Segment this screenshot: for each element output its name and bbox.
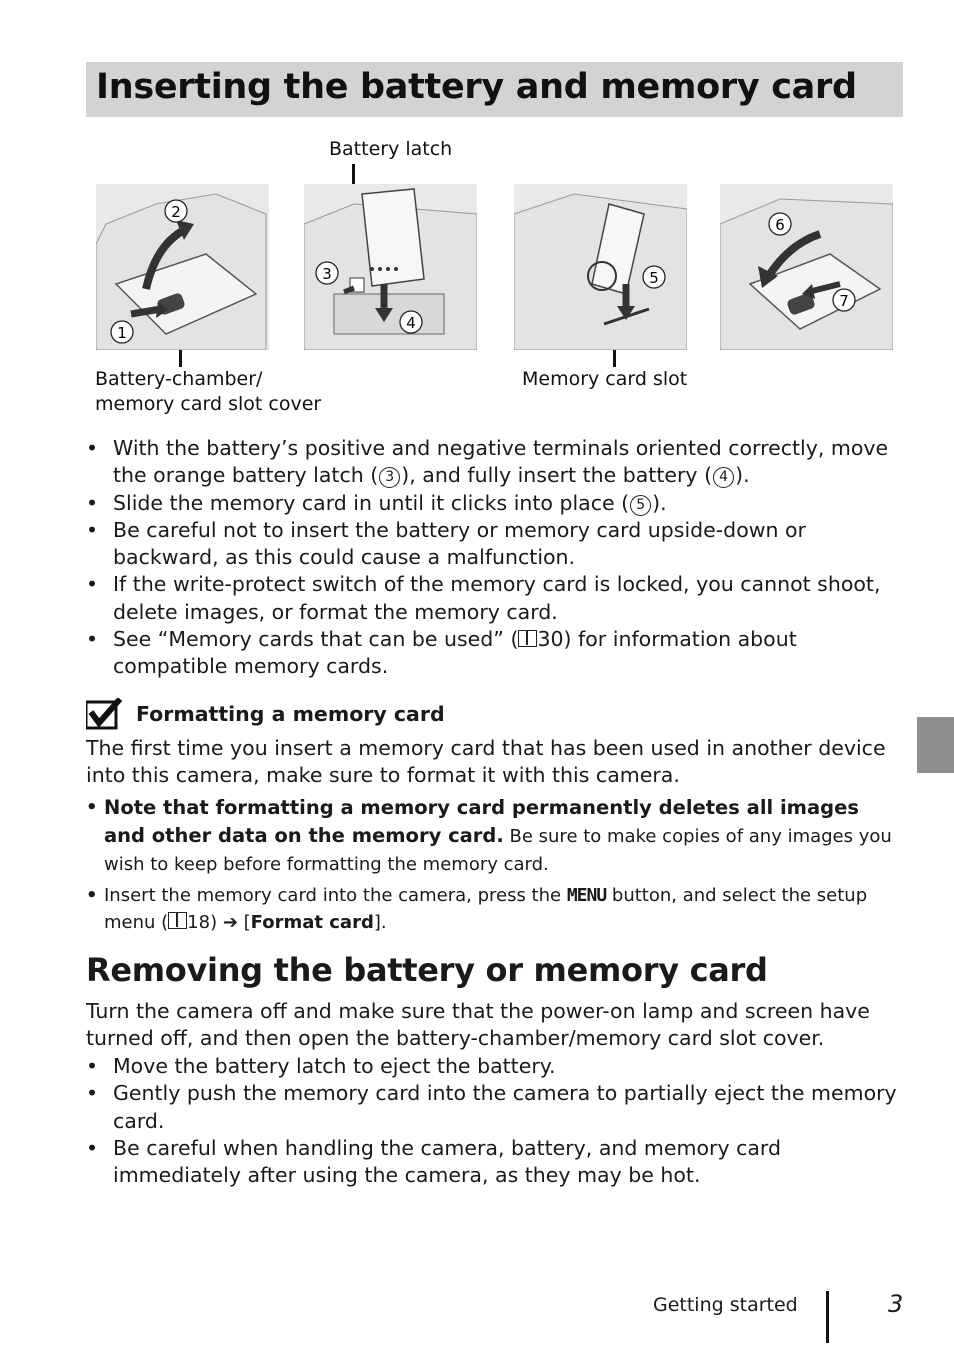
battery-latch-label: Battery latch — [329, 138, 453, 160]
step-2-number: 2 — [171, 203, 181, 221]
list-item: • If the write-protect switch of the memory card is locked, you cannot shoot, delete images, or format the memory card. — [86, 571, 906, 626]
list-item: • With the battery’s positive and negative terminals oriented correctly, move the orange battery latch ( 3 ), and fully insert the battery ( 4 ). — [86, 435, 906, 490]
format-card-menu-item: Format card — [250, 912, 374, 934]
page-reference[interactable]: 18 — [187, 912, 211, 934]
arrow-right-icon: ➔ — [222, 912, 238, 934]
list-item: • Be careful when handling the camera, battery, and memory card immediately after using the camera, as they may be hot. — [86, 1135, 906, 1190]
removing-intro: Turn the camera off and make sure that the power-on lamp and screen have turned off, and then open the battery-chamber/memory card slot cover. — [86, 999, 870, 1051]
step-7-marker — [833, 289, 855, 311]
cover-label-line2: memory card slot cover — [95, 393, 322, 415]
step-3-number: 3 — [322, 265, 332, 283]
step-4-marker — [400, 311, 422, 333]
step-6-marker — [769, 213, 791, 235]
menu-button-glyph: MENU — [566, 884, 607, 906]
removing-instructions — [86, 1053, 906, 1189]
chapter-thumb-tab — [917, 717, 954, 773]
list-item: • Move the battery latch to eject the battery. — [86, 1053, 906, 1080]
note-title: Formatting a memory card — [136, 702, 445, 726]
note-body: The first time you insert a memory card that has been used in another device into this camera, make sure to format it with this camera. — [86, 736, 886, 788]
book-icon — [168, 912, 187, 929]
illustration-insert-memory-card — [514, 184, 687, 350]
step-4-ref: 4 — [713, 467, 734, 488]
removing-section-title: Removing the battery or memory card — [86, 951, 768, 989]
step-7-number: 7 — [839, 292, 849, 310]
list-item: • Note that formatting a memory card permanently deletes all images and other data on the memory card. Be sure to make copies of any images you wish to keep before formatting the memory card. — [86, 794, 904, 878]
step-3-ref: 3 — [379, 467, 400, 488]
footer-section-label: Getting started — [653, 1294, 798, 1316]
step-2-marker — [165, 200, 187, 222]
step-4-number: 4 — [406, 314, 416, 332]
step-5-ref: 5 — [630, 495, 651, 516]
section-header — [86, 62, 903, 117]
list-item: • Slide the memory card in until it clicks into place ( 5 ). — [86, 490, 906, 517]
illustration-open-cover — [96, 184, 269, 350]
memory-card-slot-label: Memory card slot — [522, 368, 688, 390]
list-item: • Gently push the memory card into the camera to partially eject the memory card. — [86, 1080, 906, 1135]
step-1-marker — [111, 321, 133, 343]
page-reference[interactable]: 30 — [537, 627, 564, 652]
step-5-marker — [643, 266, 665, 288]
footer-divider — [826, 1291, 829, 1343]
note-list — [86, 794, 904, 940]
illustration-close-cover — [720, 184, 893, 350]
step-3-marker — [316, 262, 338, 284]
page-number: 3 — [888, 1290, 904, 1318]
cover-label — [95, 367, 321, 417]
list-item: • Be careful not to insert the battery or memory card upside-down or backward, as this could cause a malfunction. — [86, 517, 906, 572]
illustration-insert-battery — [304, 184, 477, 350]
checkmark-icon — [86, 698, 122, 730]
step-1-number: 1 — [117, 324, 127, 342]
list-item: • See “Memory cards that can be used” ( 30) for information about compatible memory cards. — [86, 626, 906, 681]
insert-instructions — [86, 435, 906, 681]
cover-label-line1: Battery-chamber/ — [95, 368, 263, 390]
step-5-number: 5 — [649, 269, 659, 287]
step-6-number: 6 — [775, 216, 785, 234]
list-item: • Insert the memory card into the camera, press the MENU button, and select the setup menu ( 18) ➔ [Format card]. — [86, 882, 904, 937]
page-title: Inserting the battery and memory card — [96, 67, 857, 107]
book-icon — [518, 630, 537, 647]
